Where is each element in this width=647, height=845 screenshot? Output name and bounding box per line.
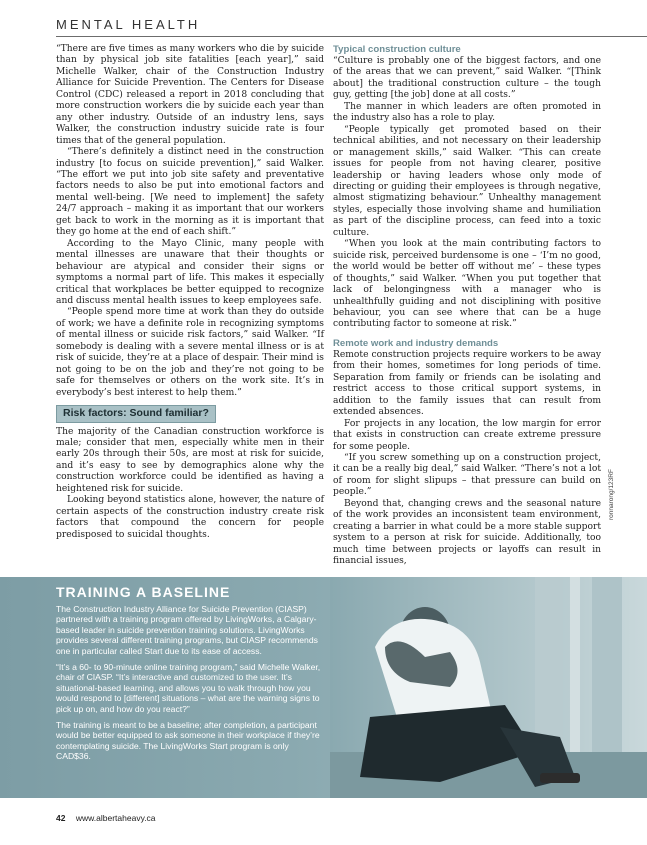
footer <box>56 813 156 823</box>
body-paragraph: “When you look at the main contributing factors to suicide risk, perceived burdensome is one – ‘I’m no good, the world would be better off without me’ – these types of thoughts,” said Walker. “When you put together that lack of belongingness with a manager who is unhealthfully guiding and not disciplining with positive behaviour, you can see where that can be a huge contributing factor to someone at risk.” <box>333 239 601 330</box>
body-paragraph: The majority of the Canadian construction workforce is male; consider that men, especially white men in their early 20s through their 50s, are most at risk for suicide, and it’s easy to see by demographics alone why the construction workforce could be identified as having a heightened risk for suicide. <box>56 426 324 494</box>
culture-heading: Typical construction culture <box>333 44 461 55</box>
body-paragraph: Beyond that, changing crews and the seasonal nature of the work provides an inconsistent team environment, creating a barrier in what could be a more stable support system to a person at risk for suicide. Additionally, too much time between projects or layoffs can result in financial issues, <box>333 498 601 567</box>
header-rule <box>56 36 647 37</box>
risk-factors-heading: Risk factors: Sound familiar? <box>56 405 216 422</box>
feature-title: TRAINING A BASELINE <box>56 584 231 600</box>
left-column <box>56 44 324 541</box>
body-paragraph: “People typically get promoted based on their technical abilities, and not necessary on their leadership or management skills,” said Walker. “This can create issues for people from not having clearer, positive leadership or having leaders whose only mode of directing or guiding their employees is through negative, almost stigmatizing behaviour.” Unhealthy management styles, especially those involving shame and humiliation as part of the discipline process, can feed into a toxic culture. <box>333 124 601 238</box>
feature-paragraph: “It’s a 60- to 90-minute online training program,” said Michelle Walker, chair of CIASP. “It’s interactive and customized to the user. It’s situational-based learning, and allows you to walk through how you would respond to [different] situations – what are the warning signs to pick up on, and how do you react?” <box>56 662 321 714</box>
remote-work-heading: Remote work and industry demands <box>333 337 499 349</box>
photo-credit: ronnarong/123RF <box>608 469 615 520</box>
page-number: 42 <box>56 813 66 823</box>
body-paragraph: The manner in which leaders are often promoted in the industry also has a role to play. <box>333 101 601 124</box>
body-paragraph: Remote construction projects require workers to be away from their homes, sometimes for long periods of time. Separation from family or friends can be isolating and restrict access to those critical support systems, in addition to the family issues that can result from extended absences. <box>333 349 601 418</box>
body-paragraph: “People spend more time at work than they do outside of work; we have a definite role in recognizing symptoms of mental illness or suicide risk factors,” said Walker. “If somebody is dealing with a severe mental illness or is at risk of suicide, they’re at a place of despair. Their mind is not going to be on the job and they’re not going to be safe for themselves or others on the work site. It’s in everybody’s best interest to help them.” <box>56 307 324 398</box>
body-paragraph: “There are five times as many workers who die by suicide than by physical job site fatalities [each year],” said Michelle Walker, chair of the Construction Industry Alliance for Suicide Prevention. The Centers for Disease Control (CDC) released a report in 2018 concluding that more construction workers die by suicide each year than any other industry. Outside of an industry lens, says Walker, the construction industry suicide rate is four times that of the general population. <box>56 44 324 146</box>
feature-paragraph: The Construction Industry Alliance for Suicide Prevention (CIASP) partnered with a training program offered by LivingWorks, a Calgary-based leader in suicide prevention training solutions. LivingWorks provides several different training programs, but CIASP recommends one in particular called Start due to its ease of access. <box>56 604 318 656</box>
body-paragraph: “If you screw something up on a construction project, it can be a really big deal,” said Walker. “There’s not a lot of room for slight slipups – that pressure can build on people.” <box>333 452 601 498</box>
section-label: MENTAL HEALTH <box>56 17 201 32</box>
distressed-worker-photo <box>330 577 647 798</box>
training-feature-box <box>0 577 647 798</box>
feature-paragraph: The training is meant to be a baseline; after completion, a participant would be better equipped to ask someone in their workplace if they’re contemplating suicide. The LivingWorks Start program is only CAD$36. <box>56 720 320 762</box>
right-column <box>333 44 601 567</box>
body-paragraph: “Culture is probably one of the biggest factors, and one of the areas that we can prevent,” said Walker. “[Think about] the traditional construction culture – the tough guy, getting [the job] done at all costs.” <box>333 56 601 101</box>
body-paragraph: For projects in any location, the low margin for error that exists in construction can create extreme pressure for some people. <box>333 418 601 452</box>
feature-text <box>56 583 326 768</box>
body-paragraph: According to the Mayo Clinic, many people with mental illnesses are unaware that their thoughts or behaviour are atypical and consider their signs or symptoms a normal part of life. This makes it especially critical that workplaces be better equipped to recognize and discuss mental health issues to keep employees safe. <box>56 238 324 306</box>
footer-url[interactable]: www.albertaheavy.ca <box>75 813 156 823</box>
body-paragraph: “There’s definitely a distinct need in the construction industry [to focus on suicide prevention],” said Walker. “The effort we put into job site safety and preventative factors needs to also be put into emotional factors and mental well-being. [We need to implement] the safety 24/7 approach – making it as important that our workers get back to work in the morning as it is important that they go home at the end of each shift.” <box>56 147 324 238</box>
body-paragraph: Looking beyond statistics alone, however, the nature of certain aspects of the construction industry create risk factors that compound the concern for people predisposed to suicidal thoughts. <box>56 495 324 540</box>
